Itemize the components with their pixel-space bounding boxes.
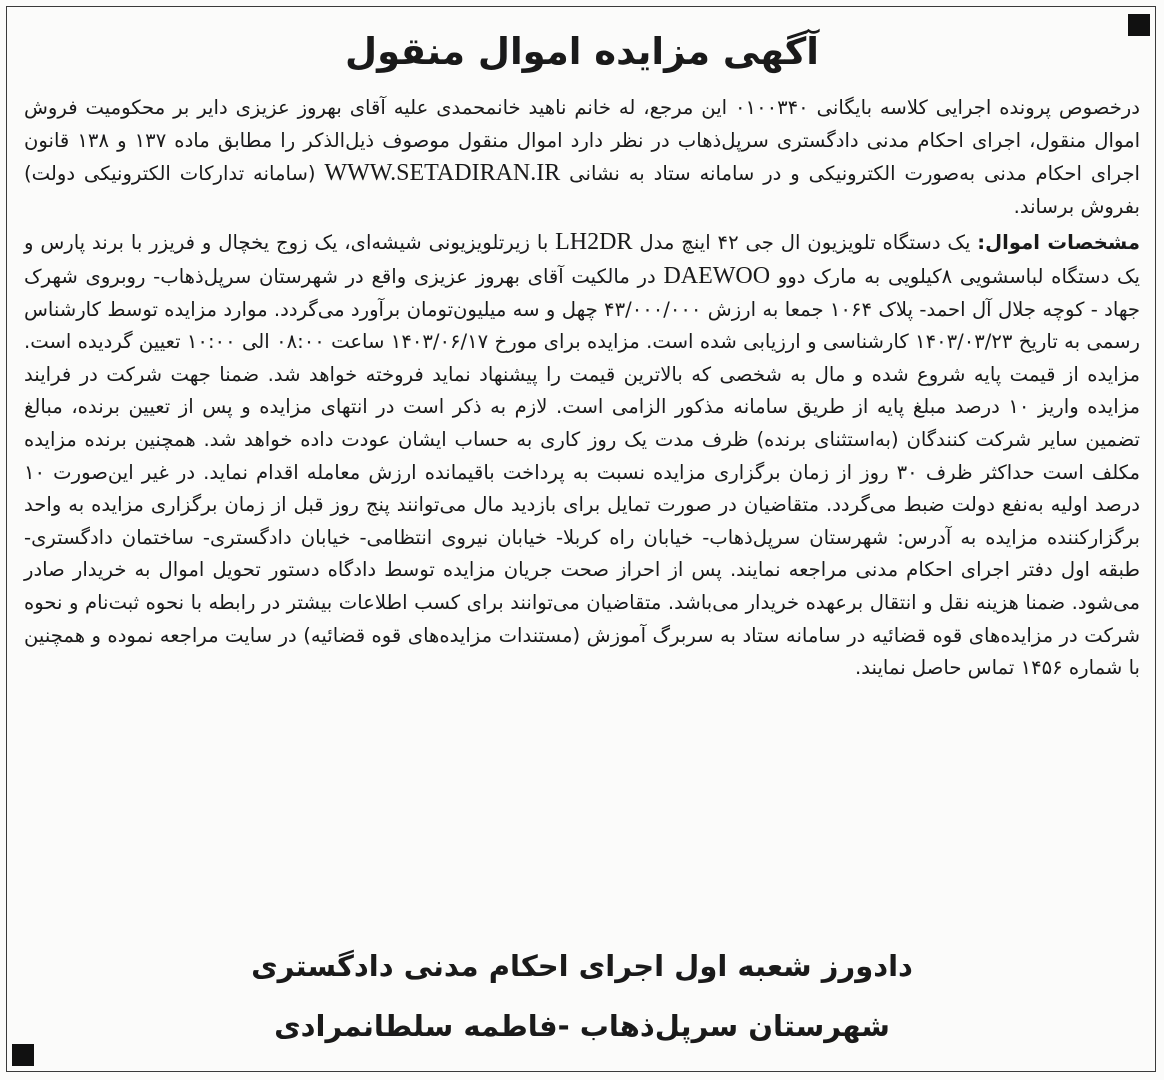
intro-text: درخصوص پرونده اجرایی کلاسه بایگانی ۰۱۰۰۳۴۰ این مرجع، له خانم ناهید خانمحمدی علیه آقای بهروز عزیزی دایر بر محکومیت فروش اموال منقول، اجرای احکام مدنی دادگستری سرپل‌ذهاب در نظر دارد اموال منقول موصوف ذیل‌الذکر را مطابق ماده ۱۳۷ و ۱۳۸ قانون اجرای احکام مدنی به‌صورت الکترونیکی و در سامانه ستاد به نشانی bbox=[24, 96, 1141, 186]
signature-line-1: دادورز شعبه اول اجرای احکام مدنی دادگستری bbox=[251, 949, 913, 983]
notice-title: آگهی مزایده اموال منقول bbox=[345, 30, 819, 73]
notice-body bbox=[24, 92, 1140, 685]
specs-text-2: با زیرتلویزیونی شیشه‌ای، یک زوج یخچال و فریزر با برند پارس و یک دستگاه لباسشویی ۸کیلویی به مارک دوو bbox=[24, 231, 1140, 288]
tv-model: LH2DR bbox=[555, 229, 633, 256]
intro-tail: (سامانه تدارکات الکترونیکی دولت) بفروش برساند. bbox=[24, 162, 1140, 218]
intro-paragraph bbox=[24, 92, 1140, 223]
specs-paragraph bbox=[24, 226, 1140, 684]
specs-text-1: یک دستگاه تلویزیون ال جی ۴۲ اینچ مدل bbox=[639, 231, 971, 255]
washer-brand: DAEWOO bbox=[663, 262, 771, 289]
signature-line-2: شهرستان سرپل‌ذهاب -فاطمه سلطانمرادی bbox=[274, 1009, 890, 1043]
website-link[interactable]: WWW.SETADIRAN.IR bbox=[324, 160, 561, 187]
specs-label: مشخصات اموال: bbox=[977, 231, 1140, 255]
specs-text-3: در مالکیت آقای بهروز عزیزی واقع در شهرستان سرپل‌ذهاب- روبروی شهرک جهاد - کوچه جلال آل احمد- پلاک ۱۰۶۴ جمعا به ارزش ۴۳/۰۰۰/۰۰۰ چهل و سه میلیون‌تومان برآورد می‌گردد. موارد مزایده توسط کارشناس رسمی به تاریخ ۱۴۰۳/۰۳/۲۳ کارشناسی و ارزیابی شده است. مزایده برای مورخ ۱۴۰۳/۰۶/۱۷ ساعت ۰۸:۰۰ الی ۱۰:۰۰ تعیین گردیده است. مزایده از قیمت پایه شروع شده و مال به شخصی که بالاترین قیمت را پیشنهاد نماید فروخته خواهد شد. ضمنا جهت شرکت در فرایند مزایده واریز ۱۰ درصد مبلغ پایه از طریق سامانه مذکور الزامی است. لازم به ذکر است در انتهای مزایده و پس از تعیین برنده، مبالغ تضمین سایر شرکت کنندگان (به‌استثنای برنده) ظرف مدت یک روز کاری به حساب ایشان عودت داده خواهد شد. همچنین برنده مزایده مکلف است حداکثر ظرف ۳۰ روز از زمان برگزاری مزایده نسبت به پرداخت باقیمانده ارزش معامله اقدام نماید. در غیر این‌صورت ۱۰ درصد اولیه به‌نفع دولت ضبط می‌گردد. متقاضیان در صورت تمایل برای بازدید مال می‌توانند پنج روز قبل از زمان برگزاری مزایده به واحد برگزارکننده مزایده به آدرس: شهرستان سرپل‌ذهاب- خیابان راه کربلا- خیابان نیروی انتظامی- خیابان دادگستری- ساختمان دادگستری- طبقه اول دفتر اجرای احکام مدنی مراجعه نمایند. پس از احراز صحت جریان مزایده توسط دادگاه دستور تحویل اموال به خریدار صادر می‌شود. ضمنا هزینه نقل و انتقال برعهده خریدار می‌باشد. متقاضیان می‌توانند برای کسب اطلاعات بیشتر در رابطه با نحوه ثبت‌نام و نحوه شرکت در مزایده‌های قوه قضائیه در سامانه ستاد به سربرگ آموزش (مستندات مزایده‌های قوه قضائیه) در سایت مراجعه نموده و همچنین با شماره ۱۴۵۶ تماس حاصل نمایند. bbox=[24, 264, 1140, 680]
